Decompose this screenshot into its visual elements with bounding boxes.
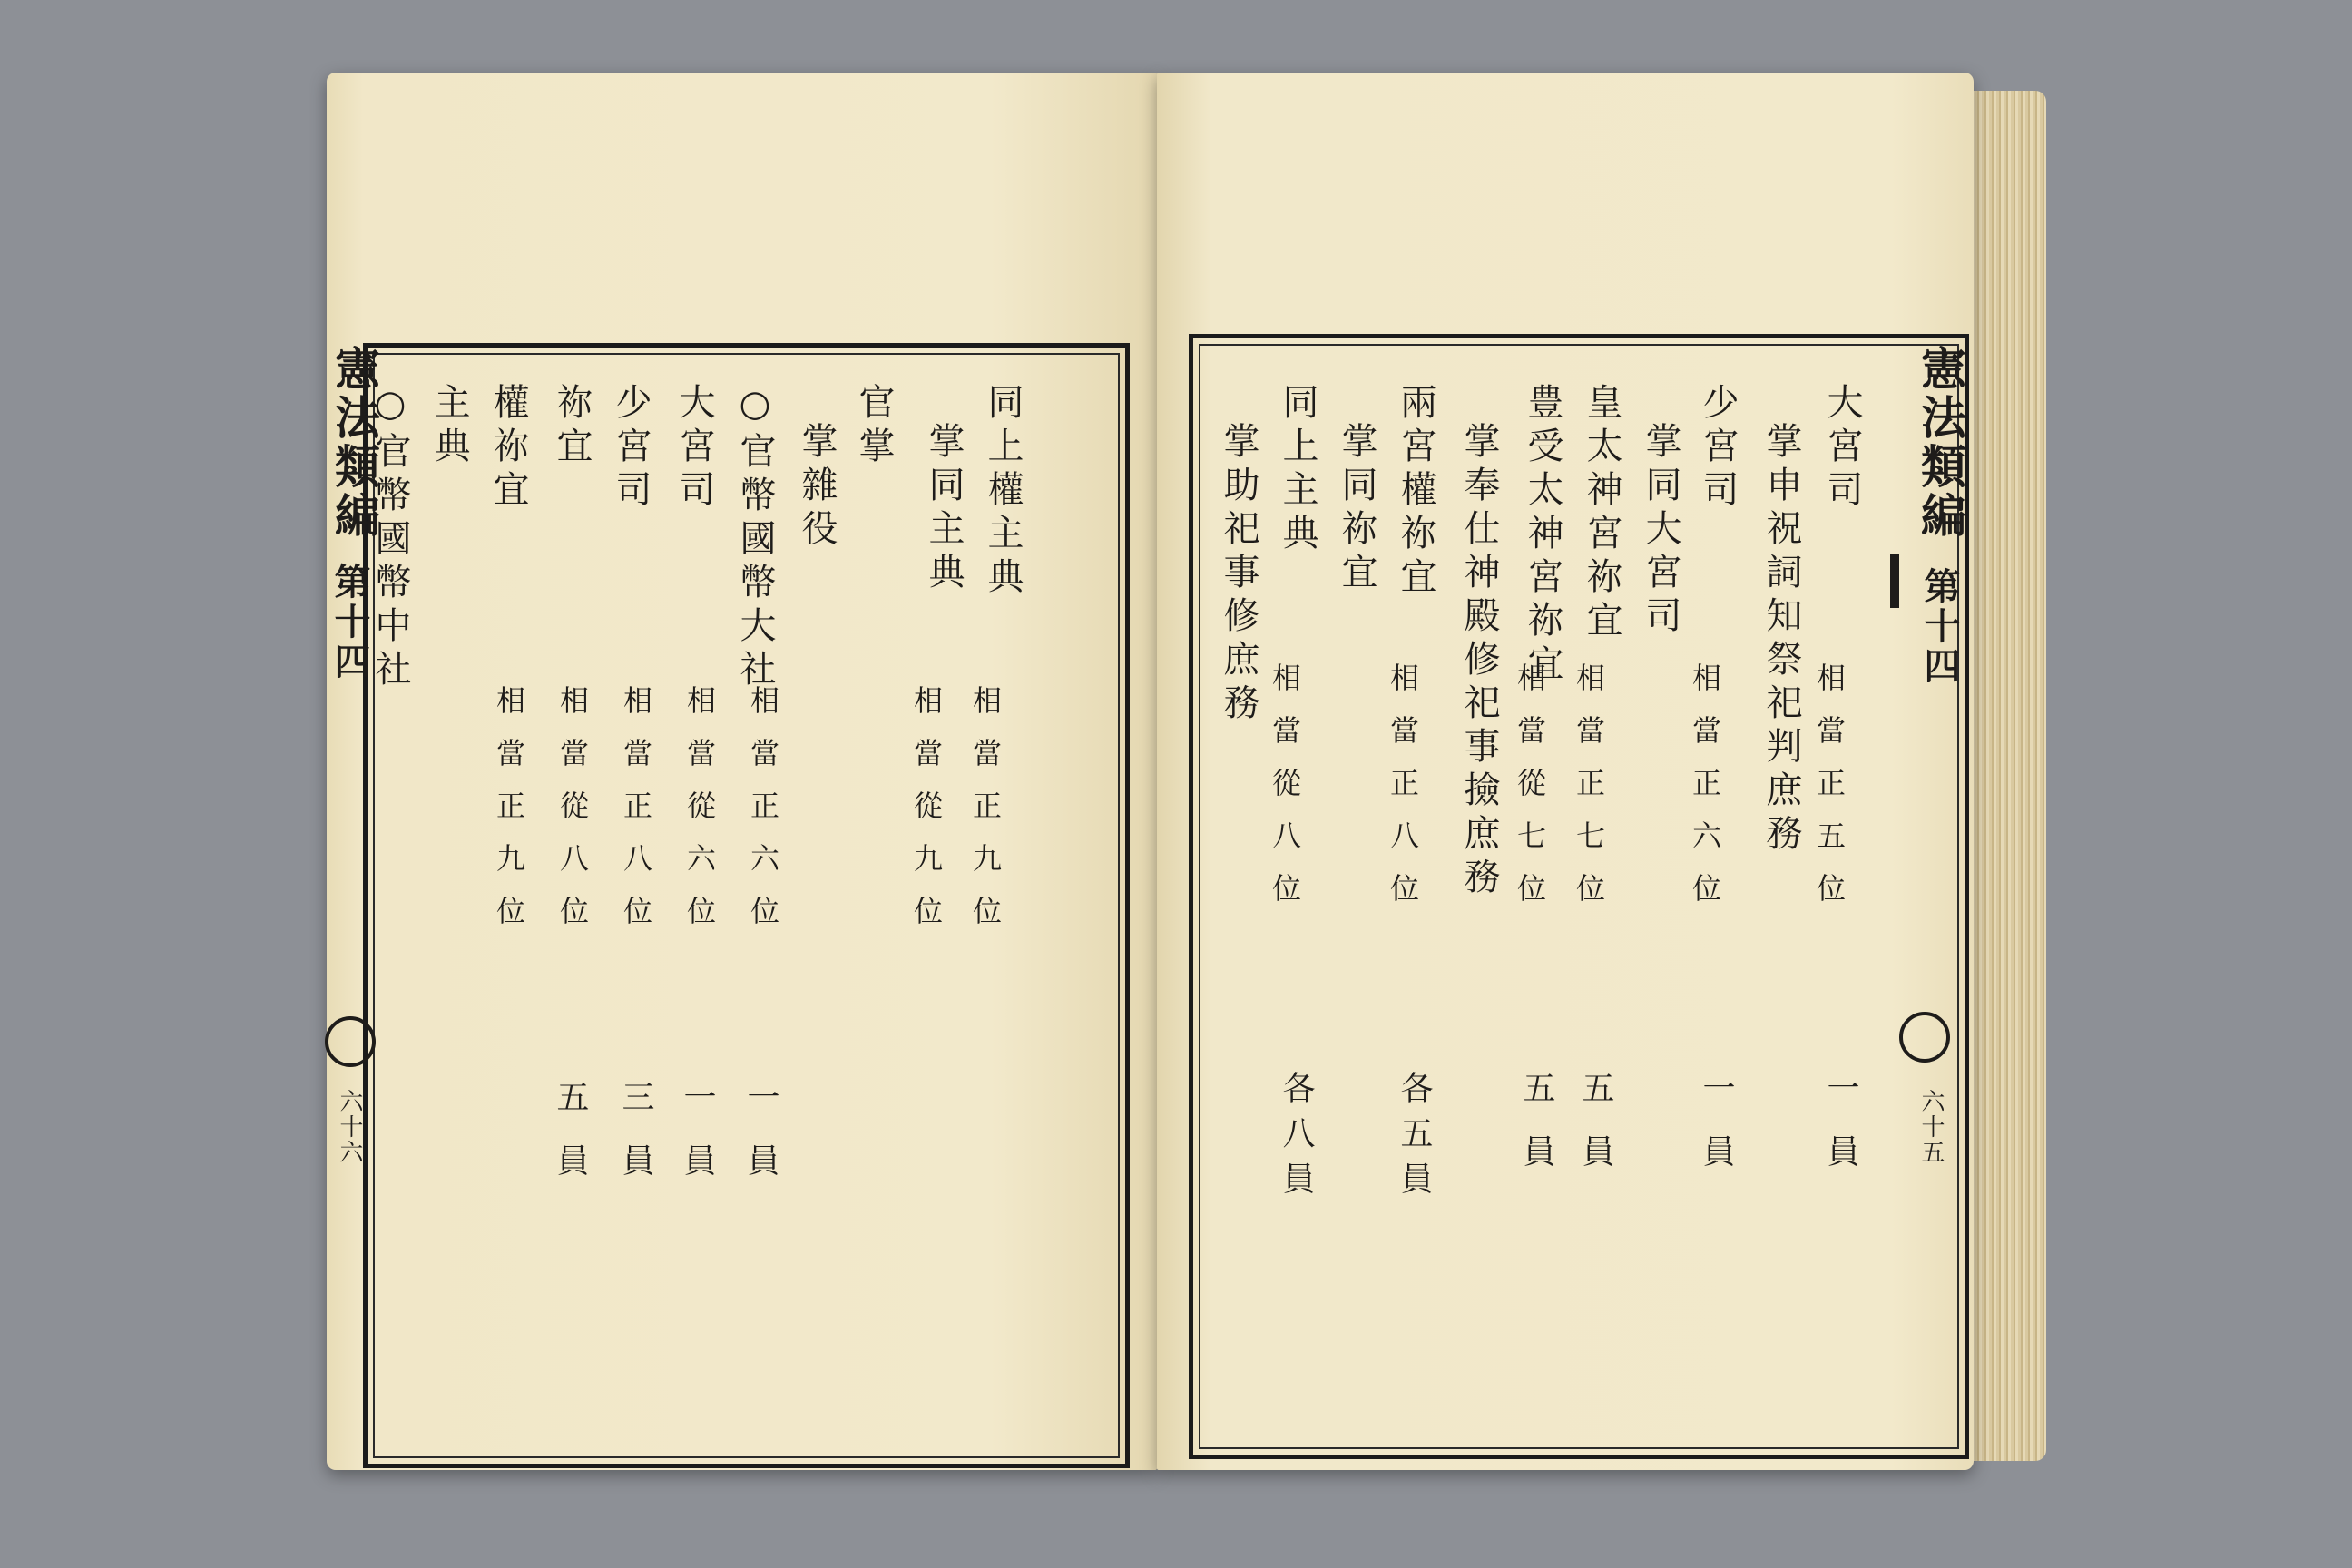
right-page-number: 六十五 xyxy=(1917,1089,1945,1165)
left-rank-5: 相當正八位 xyxy=(619,685,653,948)
right-rank-5: 相當正八位 xyxy=(1386,662,1420,926)
right-col-8: 兩宮權祢宜 xyxy=(1395,383,1436,601)
right-col-5: 皇太神宮祢宜 xyxy=(1581,383,1622,644)
left-page-number: 六十六 xyxy=(336,1089,363,1165)
right-col-10: 同上主典 xyxy=(1277,383,1318,557)
left-count-2: 一員 xyxy=(679,1080,716,1207)
right-page xyxy=(1157,73,1974,1470)
left-page xyxy=(327,73,1157,1470)
right-margin-title: 憲法類編 xyxy=(1914,345,1967,541)
left-count-1: 一員 xyxy=(742,1080,779,1207)
right-col-7: 掌奉仕神殿修祀事撿庶務 xyxy=(1458,422,1500,901)
left-col-10: 主典 xyxy=(428,383,470,470)
left-col-4: 掌雜役 xyxy=(796,422,838,553)
left-col-5: ○官幣國幣大社 xyxy=(734,383,776,693)
left-count-4: 五員 xyxy=(552,1080,589,1207)
left-rank-1: 相當正九位 xyxy=(968,685,1003,948)
left-margin-volume: 第十四 xyxy=(328,563,371,682)
right-margin-fishtail xyxy=(1890,554,1899,608)
right-margin-ring xyxy=(1899,1012,1950,1063)
right-col-6: 豊受太神宮祢宜 xyxy=(1522,383,1563,688)
right-col-11: 掌助祀事修庶務 xyxy=(1218,422,1259,727)
left-col-9: 權祢宜 xyxy=(487,383,529,514)
right-col-1: 大宮司 xyxy=(1821,383,1863,514)
open-book xyxy=(327,73,2046,1470)
left-col-2: 掌同主典 xyxy=(923,422,965,596)
left-count-3: 三員 xyxy=(617,1080,654,1207)
right-count-2: 一員 xyxy=(1698,1071,1735,1198)
left-col-8: 祢宜 xyxy=(551,383,593,470)
left-rank-7: 相當正九位 xyxy=(492,685,526,948)
right-col-3: 少宮司 xyxy=(1697,383,1739,514)
left-col-6: 大宮司 xyxy=(673,383,715,514)
left-margin-ring xyxy=(325,1016,376,1067)
right-rank-6: 相當從八位 xyxy=(1268,662,1302,926)
left-rank-3: 相當正六位 xyxy=(746,685,780,948)
left-col-1: 同上權主典 xyxy=(982,383,1024,601)
left-rank-6: 相當從八位 xyxy=(555,685,590,948)
left-rank-4: 相當從六位 xyxy=(682,685,717,948)
right-count-1: 一員 xyxy=(1822,1071,1859,1198)
left-col-7: 少宮司 xyxy=(610,383,652,514)
right-count-5: 各五員 xyxy=(1396,1071,1433,1207)
right-count-6: 各八員 xyxy=(1278,1071,1315,1207)
right-rank-3: 相當正七位 xyxy=(1572,662,1606,926)
right-count-3: 五員 xyxy=(1577,1071,1614,1198)
left-col-11: ○官幣國幣中社 xyxy=(369,383,411,693)
left-rank-2: 相當從九位 xyxy=(909,685,944,948)
left-margin-title: 憲法類編 xyxy=(328,345,381,541)
right-col-9: 掌同祢宜 xyxy=(1336,422,1377,596)
right-rank-4: 相當從七位 xyxy=(1513,662,1547,926)
right-rank-1: 相當正五位 xyxy=(1812,662,1847,926)
right-margin-volume: 第十四 xyxy=(1918,567,1961,687)
left-col-3: 官掌 xyxy=(853,383,895,470)
right-col-4: 掌同大宮司 xyxy=(1640,422,1681,640)
right-col-2: 掌申祝詞知祭祀判庶務 xyxy=(1760,422,1802,858)
right-count-4: 五員 xyxy=(1518,1071,1555,1198)
right-rank-2: 相當正六位 xyxy=(1688,662,1722,926)
